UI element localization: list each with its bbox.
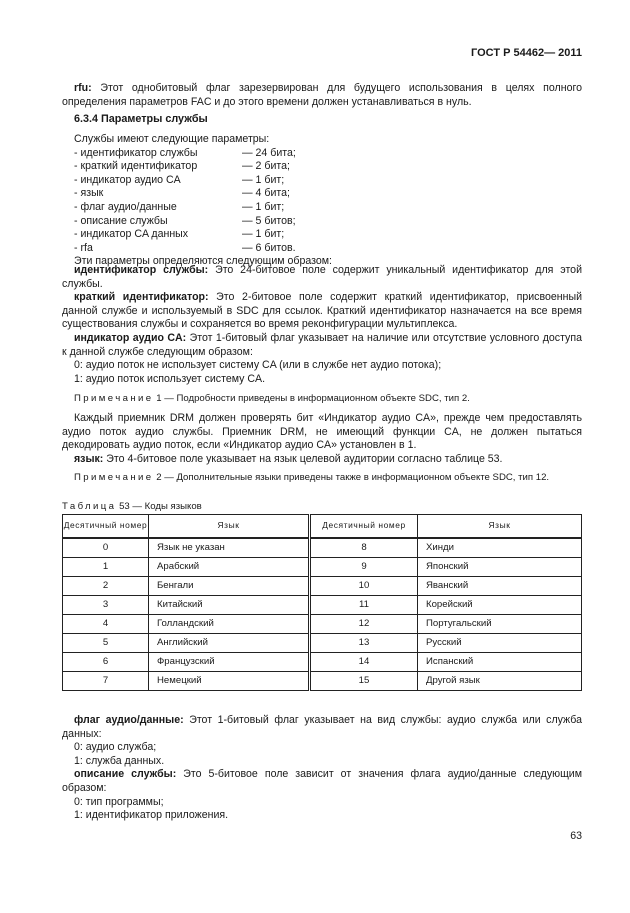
param-bits: — 5 битов; [242,214,296,227]
note-label: Примечание [74,472,154,484]
note-1 [62,392,582,406]
language: Язык не указан [149,538,310,558]
value-0: 0: тип программы; [74,795,164,808]
col-header: Десятичный номер [63,515,149,539]
note-2 [62,471,582,485]
table-row [63,558,582,577]
text: Это 5-битовое поле зависит от значения флага аудио/данные следующим образом: [62,768,582,794]
term: индикатор аудио CA: [74,331,187,344]
value-1: 1: аудио поток использует систему CA. [74,372,266,385]
param-bits: — 1 бит; [242,173,285,186]
language: Китайский [149,596,310,615]
language-codes-table [62,514,582,691]
code: 2 [63,577,149,596]
code: 12 [310,615,418,634]
text: Этот 1-битовый флаг указывает на наличие или отсутствие условного доступа к данной службе следующим образом: [62,331,582,358]
language: Корейский [418,596,582,615]
text: Этот 1-битовый флаг указывает на вид службы: аудио служба или служба данных: [62,714,582,740]
language: Яванский [418,577,582,596]
param-bits: — 24 бита; [242,146,296,159]
document-header: ГОСТ Р 54462— 2011 [471,47,582,59]
language: Французский [149,653,310,672]
code: 13 [310,634,418,653]
code: 6 [63,653,149,672]
param-name: - индикатор аудио CA [74,173,181,186]
page-number: 63 [570,830,582,842]
code: 14 [310,653,418,672]
param-item [74,147,332,161]
flag-and-desc [62,714,582,823]
value-1: 1: служба данных. [74,754,165,767]
term: rfu: [74,82,92,94]
rfu-paragraph [62,82,582,109]
param-bits: — 6 битов. [242,241,296,254]
language: Хинди [418,538,582,558]
param-bits: — 2 бита; [242,160,290,173]
value-0: 0: аудио поток не использует систему CA (или в службе нет аудио потока); [74,359,442,372]
param-name: - краткий идентификатор [74,160,198,173]
code: 4 [63,615,149,634]
value-0: 0: аудио служба; [74,741,157,754]
term: язык: [74,452,104,465]
table-row [63,538,582,558]
code: 9 [310,558,418,577]
language: Арабский [149,558,310,577]
param-item [74,228,332,242]
table-row [63,615,582,634]
param-item [74,187,332,201]
language: Испанский [418,653,582,672]
caption-text: 53 — Коды языков [116,501,202,512]
table-row [63,577,582,596]
term: описание службы: [74,768,177,781]
params-list [74,133,332,269]
param-item [74,174,332,188]
table-row [63,596,582,615]
language: Голландский [149,615,310,634]
code: 7 [63,672,149,691]
param-bits: — 1 бит; [242,200,285,213]
text: Этот однобитовый флаг зарезервирован для будущего использования в целях полного определения параметров FAC и до этого времени должен устанавливаться в нуль. [62,82,582,108]
table-row [63,653,582,672]
param-name: - индикатор CA данных [74,228,189,241]
param-item [74,160,332,174]
code: 3 [63,596,149,615]
defs-intro: Эти параметры определяются следующим образом: [74,255,333,268]
param-item [74,215,332,229]
table-row [63,672,582,691]
param-item [74,242,332,256]
language: Другой язык [418,672,582,691]
table-row [63,634,582,653]
intro: Службы имеют следующие параметры: [74,133,270,145]
table-caption [62,500,202,514]
param-name: - описание службы [74,214,168,227]
code: 11 [310,596,418,615]
note-label: Примечание [74,393,154,405]
section-heading: 6.3.4 Параметры службы [74,113,208,125]
param-name: - флаг аудио/данные [74,200,177,213]
language: Португальский [418,615,582,634]
code: 1 [63,558,149,577]
param-name: - rfa [74,241,93,254]
value-1: 1: идентификатор приложения. [74,809,229,822]
language: Русский [418,634,582,653]
param-bits: — 1 бит; [242,228,285,241]
text: 2 — Дополнительные языки приведены также в информационном объекте SDC, тип 12. [153,472,550,484]
drm-paragraph: Каждый приемник DRM должен проверять бит «Индикатор аудио CA», прежде чем предоставлять аудио поток аудио службы. Приемник DRM, не имеющий функции CA, не должен пытаться декодировать аудио поток, если «Индикатор аудио CA» установлен в 1. [62,411,582,452]
col-header: Язык [149,515,310,539]
code: 15 [310,672,418,691]
language: Английский [149,634,310,653]
caption-label: Таблица [62,501,117,512]
term: флаг аудио/данные: [74,714,184,726]
code: 5 [63,634,149,653]
code: 8 [310,538,418,558]
param-name: - идентификатор службы [74,146,198,159]
col-header: Десятичный номер [310,515,418,539]
param-item [74,201,332,215]
language: Бенгали [149,577,310,596]
text: Это 4-битовое поле указывает на язык целевой аудитории согласно таблице 53. [103,452,503,465]
text: Это 24-битовое поле содержит уникальный идентификатор для этой службы. [62,264,582,290]
language: Японский [418,558,582,577]
definitions [62,264,582,485]
text: Это 2-битовое поле содержит краткий идентификатор, присвоенный данной службе и используемый в SDC для ссылок. Краткий идентификатор назначается на все время существования службы и сохраняется во время реконфигурации мультиплекса. [62,291,582,331]
term: краткий идентификатор: [74,291,209,304]
language: Немецкий [149,672,310,691]
param-name: - язык [74,187,104,200]
code: 10 [310,577,418,596]
term: идентификатор службы: [74,264,209,276]
col-header: Язык [418,515,582,539]
text: 1 — Подробности приведены в информационном объекте SDC, тип 2. [153,393,470,405]
param-bits: — 4 бита; [242,187,290,200]
code: 0 [63,538,149,558]
